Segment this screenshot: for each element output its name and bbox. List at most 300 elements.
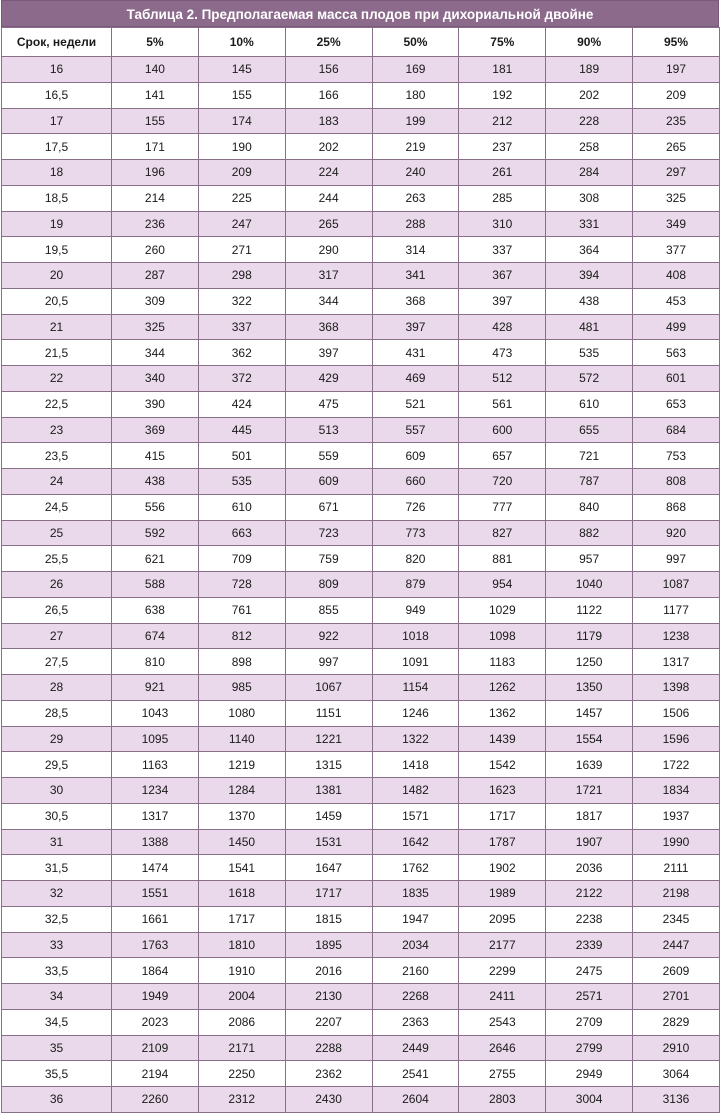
cell-weight: 2543 <box>459 1009 546 1035</box>
cell-weight: 1835 <box>372 881 459 907</box>
cell-weight: 2447 <box>633 932 720 958</box>
cell-weight: 337 <box>198 314 285 340</box>
table-row <box>2 443 720 469</box>
cell-weight: 3064 <box>633 1061 720 1087</box>
cell-week: 33 <box>2 932 112 958</box>
table-row <box>2 675 720 701</box>
cell-weight: 1029 <box>459 597 546 623</box>
cell-weight: 156 <box>285 57 372 83</box>
cell-weight: 535 <box>546 340 633 366</box>
cell-weight: 1937 <box>633 803 720 829</box>
cell-weight: 499 <box>633 314 720 340</box>
cell-weight: 535 <box>198 469 285 495</box>
cell-weight: 1895 <box>285 932 372 958</box>
cell-week: 16,5 <box>2 82 112 108</box>
cell-week: 23 <box>2 417 112 443</box>
cell-weight: 397 <box>372 314 459 340</box>
cell-weight: 2288 <box>285 1035 372 1061</box>
table-title: Таблица 2. Предполагаемая масса плодов при дихориальной двойне <box>1 0 719 27</box>
cell-weight: 1623 <box>459 778 546 804</box>
table-row <box>2 417 720 443</box>
cell-weight: 1541 <box>198 855 285 881</box>
cell-week: 27,5 <box>2 649 112 675</box>
cell-weight: 244 <box>285 185 372 211</box>
table-row <box>2 134 720 160</box>
cell-weight: 190 <box>198 134 285 160</box>
cell-weight: 1151 <box>285 700 372 726</box>
cell-weight: 1763 <box>112 932 199 958</box>
cell-weight: 209 <box>198 160 285 186</box>
cell-weight: 2238 <box>546 906 633 932</box>
cell-week: 21 <box>2 314 112 340</box>
cell-weight: 997 <box>633 546 720 572</box>
cell-week: 32,5 <box>2 906 112 932</box>
cell-weight: 237 <box>459 134 546 160</box>
cell-week: 31 <box>2 829 112 855</box>
cell-weight: 721 <box>546 443 633 469</box>
cell-weight: 557 <box>372 417 459 443</box>
cell-weight: 364 <box>546 237 633 263</box>
cell-weight: 1554 <box>546 726 633 752</box>
table-row <box>2 211 720 237</box>
header-percentile: 50% <box>372 28 459 57</box>
cell-weight: 1661 <box>112 906 199 932</box>
cell-weight: 408 <box>633 263 720 289</box>
cell-weight: 1388 <box>112 829 199 855</box>
cell-weight: 1639 <box>546 752 633 778</box>
cell-week: 19,5 <box>2 237 112 263</box>
table-row <box>2 1061 720 1087</box>
cell-weight: 1439 <box>459 726 546 752</box>
cell-weight: 660 <box>372 469 459 495</box>
cell-weight: 663 <box>198 520 285 546</box>
cell-weight: 610 <box>546 391 633 417</box>
cell-week: 23,5 <box>2 443 112 469</box>
cell-weight: 2036 <box>546 855 633 881</box>
cell-week: 34 <box>2 984 112 1010</box>
table-row <box>2 185 720 211</box>
header-percentile: 25% <box>285 28 372 57</box>
cell-weight: 469 <box>372 366 459 392</box>
cell-weight: 2604 <box>372 1087 459 1113</box>
cell-week: 35 <box>2 1035 112 1061</box>
cell-weight: 438 <box>546 288 633 314</box>
cell-week: 30 <box>2 778 112 804</box>
table-row <box>2 520 720 546</box>
cell-weight: 572 <box>546 366 633 392</box>
cell-weight: 609 <box>285 469 372 495</box>
cell-weight: 671 <box>285 494 372 520</box>
table-row <box>2 752 720 778</box>
table-row <box>2 288 720 314</box>
cell-weight: 337 <box>459 237 546 263</box>
table-row <box>2 160 720 186</box>
cell-week: 16 <box>2 57 112 83</box>
cell-weight: 314 <box>372 237 459 263</box>
cell-weight: 513 <box>285 417 372 443</box>
cell-weight: 653 <box>633 391 720 417</box>
cell-week: 17,5 <box>2 134 112 160</box>
table-row <box>2 469 720 495</box>
cell-week: 30,5 <box>2 803 112 829</box>
cell-weight: 298 <box>198 263 285 289</box>
cell-weight: 2111 <box>633 855 720 881</box>
cell-weight: 236 <box>112 211 199 237</box>
cell-week: 18,5 <box>2 185 112 211</box>
cell-weight: 224 <box>285 160 372 186</box>
cell-weight: 288 <box>372 211 459 237</box>
cell-weight: 810 <box>112 649 199 675</box>
cell-weight: 674 <box>112 623 199 649</box>
cell-weight: 809 <box>285 572 372 598</box>
cell-weight: 2339 <box>546 932 633 958</box>
cell-weight: 868 <box>633 494 720 520</box>
table-row <box>2 546 720 572</box>
cell-weight: 2829 <box>633 1009 720 1035</box>
cell-weight: 367 <box>459 263 546 289</box>
cell-weight: 1506 <box>633 700 720 726</box>
header-percentile: 75% <box>459 28 546 57</box>
cell-weight: 2449 <box>372 1035 459 1061</box>
cell-weight: 3136 <box>633 1087 720 1113</box>
cell-weight: 415 <box>112 443 199 469</box>
cell-weight: 2198 <box>633 881 720 907</box>
cell-weight: 1040 <box>546 572 633 598</box>
cell-weight: 438 <box>112 469 199 495</box>
cell-weight: 1834 <box>633 778 720 804</box>
cell-weight: 325 <box>633 185 720 211</box>
cell-weight: 1787 <box>459 829 546 855</box>
cell-weight: 1722 <box>633 752 720 778</box>
cell-weight: 199 <box>372 108 459 134</box>
table-header <box>2 28 720 57</box>
cell-weight: 1815 <box>285 906 372 932</box>
cell-weight: 2701 <box>633 984 720 1010</box>
cell-weight: 1087 <box>633 572 720 598</box>
cell-weight: 1238 <box>633 623 720 649</box>
fetal-weight-table <box>1 27 720 1113</box>
cell-weight: 2571 <box>546 984 633 1010</box>
table-row <box>2 726 720 752</box>
cell-weight: 155 <box>198 82 285 108</box>
cell-weight: 1140 <box>198 726 285 752</box>
table-row <box>2 700 720 726</box>
cell-weight: 1618 <box>198 881 285 907</box>
cell-weight: 209 <box>633 82 720 108</box>
cell-weight: 2160 <box>372 958 459 984</box>
cell-weight: 1571 <box>372 803 459 829</box>
cell-weight: 1179 <box>546 623 633 649</box>
cell-weight: 390 <box>112 391 199 417</box>
cell-weight: 2004 <box>198 984 285 1010</box>
cell-week: 25,5 <box>2 546 112 572</box>
cell-weight: 2299 <box>459 958 546 984</box>
cell-weight: 1762 <box>372 855 459 881</box>
table-row <box>2 958 720 984</box>
table-row <box>2 57 720 83</box>
cell-weight: 1596 <box>633 726 720 752</box>
cell-weight: 1907 <box>546 829 633 855</box>
cell-weight: 1810 <box>198 932 285 958</box>
cell-weight: 2250 <box>198 1061 285 1087</box>
cell-weight: 561 <box>459 391 546 417</box>
cell-week: 25 <box>2 520 112 546</box>
cell-weight: 881 <box>459 546 546 572</box>
cell-weight: 247 <box>198 211 285 237</box>
cell-weight: 1531 <box>285 829 372 855</box>
cell-weight: 521 <box>372 391 459 417</box>
cell-weight: 263 <box>372 185 459 211</box>
cell-weight: 2194 <box>112 1061 199 1087</box>
header-row <box>2 28 720 57</box>
cell-week: 35,5 <box>2 1061 112 1087</box>
cell-week: 20 <box>2 263 112 289</box>
cell-week: 31,5 <box>2 855 112 881</box>
cell-weight: 1067 <box>285 675 372 701</box>
table-body <box>2 57 720 1113</box>
cell-weight: 2122 <box>546 881 633 907</box>
cell-weight: 684 <box>633 417 720 443</box>
cell-week: 28 <box>2 675 112 701</box>
cell-weight: 235 <box>633 108 720 134</box>
table-row <box>2 572 720 598</box>
cell-weight: 2023 <box>112 1009 199 1035</box>
cell-weight: 2755 <box>459 1061 546 1087</box>
cell-weight: 362 <box>198 340 285 366</box>
cell-weight: 808 <box>633 469 720 495</box>
table-row <box>2 1009 720 1035</box>
cell-weight: 556 <box>112 494 199 520</box>
cell-weight: 1381 <box>285 778 372 804</box>
cell-weight: 155 <box>112 108 199 134</box>
cell-weight: 1482 <box>372 778 459 804</box>
cell-weight: 922 <box>285 623 372 649</box>
table-row <box>2 623 720 649</box>
cell-weight: 1990 <box>633 829 720 855</box>
cell-weight: 1902 <box>459 855 546 881</box>
cell-weight: 369 <box>112 417 199 443</box>
table-row <box>2 855 720 881</box>
cell-weight: 1350 <box>546 675 633 701</box>
cell-week: 27 <box>2 623 112 649</box>
cell-weight: 921 <box>112 675 199 701</box>
cell-weight: 2207 <box>285 1009 372 1035</box>
table-row <box>2 366 720 392</box>
cell-week: 29,5 <box>2 752 112 778</box>
cell-weight: 2034 <box>372 932 459 958</box>
cell-week: 24 <box>2 469 112 495</box>
cell-weight: 310 <box>459 211 546 237</box>
cell-weight: 260 <box>112 237 199 263</box>
cell-weight: 322 <box>198 288 285 314</box>
cell-week: 26 <box>2 572 112 598</box>
cell-week: 22 <box>2 366 112 392</box>
cell-weight: 368 <box>372 288 459 314</box>
cell-weight: 949 <box>372 597 459 623</box>
cell-weight: 657 <box>459 443 546 469</box>
cell-weight: 192 <box>459 82 546 108</box>
cell-weight: 723 <box>285 520 372 546</box>
table-row <box>2 984 720 1010</box>
cell-weight: 512 <box>459 366 546 392</box>
cell-week: 17 <box>2 108 112 134</box>
cell-weight: 2411 <box>459 984 546 1010</box>
cell-weight: 1864 <box>112 958 199 984</box>
cell-weight: 954 <box>459 572 546 598</box>
cell-week: 28,5 <box>2 700 112 726</box>
cell-weight: 290 <box>285 237 372 263</box>
cell-weight: 1551 <box>112 881 199 907</box>
cell-weight: 1642 <box>372 829 459 855</box>
cell-weight: 2910 <box>633 1035 720 1061</box>
cell-weight: 1362 <box>459 700 546 726</box>
cell-weight: 453 <box>633 288 720 314</box>
cell-weight: 882 <box>546 520 633 546</box>
cell-weight: 284 <box>546 160 633 186</box>
cell-weight: 265 <box>285 211 372 237</box>
cell-weight: 344 <box>112 340 199 366</box>
cell-weight: 501 <box>198 443 285 469</box>
cell-weight: 1542 <box>459 752 546 778</box>
cell-weight: 1219 <box>198 752 285 778</box>
cell-weight: 475 <box>285 391 372 417</box>
cell-weight: 349 <box>633 211 720 237</box>
cell-weight: 1080 <box>198 700 285 726</box>
cell-weight: 428 <box>459 314 546 340</box>
cell-weight: 183 <box>285 108 372 134</box>
cell-weight: 228 <box>546 108 633 134</box>
cell-weight: 341 <box>372 263 459 289</box>
cell-weight: 1095 <box>112 726 199 752</box>
cell-weight: 340 <box>112 366 199 392</box>
cell-weight: 898 <box>198 649 285 675</box>
cell-weight: 2260 <box>112 1087 199 1113</box>
cell-weight: 601 <box>633 366 720 392</box>
cell-weight: 2109 <box>112 1035 199 1061</box>
cell-weight: 166 <box>285 82 372 108</box>
cell-weight: 2475 <box>546 958 633 984</box>
cell-weight: 2312 <box>198 1087 285 1113</box>
cell-weight: 2345 <box>633 906 720 932</box>
cell-weight: 202 <box>285 134 372 160</box>
cell-week: 18 <box>2 160 112 186</box>
cell-weight: 261 <box>459 160 546 186</box>
table-row <box>2 108 720 134</box>
cell-weight: 2541 <box>372 1061 459 1087</box>
cell-weight: 1398 <box>633 675 720 701</box>
cell-weight: 214 <box>112 185 199 211</box>
cell-weight: 2430 <box>285 1087 372 1113</box>
cell-weight: 1154 <box>372 675 459 701</box>
cell-weight: 761 <box>198 597 285 623</box>
cell-weight: 1234 <box>112 778 199 804</box>
table-row <box>2 237 720 263</box>
cell-weight: 197 <box>633 57 720 83</box>
cell-weight: 180 <box>372 82 459 108</box>
cell-weight: 309 <box>112 288 199 314</box>
cell-weight: 271 <box>198 237 285 263</box>
cell-weight: 1450 <box>198 829 285 855</box>
cell-weight: 2646 <box>459 1035 546 1061</box>
cell-weight: 609 <box>372 443 459 469</box>
cell-weight: 473 <box>459 340 546 366</box>
cell-weight: 773 <box>372 520 459 546</box>
cell-weight: 196 <box>112 160 199 186</box>
cell-weight: 171 <box>112 134 199 160</box>
cell-week: 26,5 <box>2 597 112 623</box>
cell-week: 32 <box>2 881 112 907</box>
cell-weight: 1246 <box>372 700 459 726</box>
cell-weight: 726 <box>372 494 459 520</box>
cell-weight: 985 <box>198 675 285 701</box>
table-row <box>2 597 720 623</box>
cell-weight: 297 <box>633 160 720 186</box>
cell-weight: 812 <box>198 623 285 649</box>
cell-weight: 610 <box>198 494 285 520</box>
cell-weight: 2095 <box>459 906 546 932</box>
table-row <box>2 391 720 417</box>
cell-weight: 219 <box>372 134 459 160</box>
table-row <box>2 881 720 907</box>
cell-weight: 777 <box>459 494 546 520</box>
cell-weight: 1091 <box>372 649 459 675</box>
cell-weight: 3004 <box>546 1087 633 1113</box>
cell-weight: 1317 <box>633 649 720 675</box>
cell-weight: 2362 <box>285 1061 372 1087</box>
cell-weight: 997 <box>285 649 372 675</box>
cell-weight: 189 <box>546 57 633 83</box>
cell-weight: 1989 <box>459 881 546 907</box>
cell-weight: 344 <box>285 288 372 314</box>
cell-weight: 1647 <box>285 855 372 881</box>
table-row <box>2 649 720 675</box>
cell-weight: 372 <box>198 366 285 392</box>
cell-week: 33,5 <box>2 958 112 984</box>
cell-weight: 397 <box>459 288 546 314</box>
cell-weight: 258 <box>546 134 633 160</box>
cell-weight: 431 <box>372 340 459 366</box>
cell-week: 29 <box>2 726 112 752</box>
cell-weight: 1250 <box>546 649 633 675</box>
cell-weight: 2709 <box>546 1009 633 1035</box>
cell-weight: 424 <box>198 391 285 417</box>
cell-weight: 265 <box>633 134 720 160</box>
cell-weight: 1163 <box>112 752 199 778</box>
cell-weight: 368 <box>285 314 372 340</box>
cell-weight: 145 <box>198 57 285 83</box>
cell-weight: 377 <box>633 237 720 263</box>
cell-weight: 1317 <box>112 803 199 829</box>
cell-weight: 1043 <box>112 700 199 726</box>
cell-weight: 308 <box>546 185 633 211</box>
cell-week: 22,5 <box>2 391 112 417</box>
cell-weight: 638 <box>112 597 199 623</box>
header-percentile: 5% <box>112 28 199 57</box>
cell-weight: 317 <box>285 263 372 289</box>
table-row <box>2 906 720 932</box>
cell-weight: 331 <box>546 211 633 237</box>
cell-weight: 2016 <box>285 958 372 984</box>
cell-weight: 787 <box>546 469 633 495</box>
table-row <box>2 778 720 804</box>
header-gestational-age: Срок, недели <box>2 28 112 57</box>
cell-weight: 1284 <box>198 778 285 804</box>
cell-weight: 394 <box>546 263 633 289</box>
table-row <box>2 803 720 829</box>
cell-weight: 1457 <box>546 700 633 726</box>
cell-weight: 212 <box>459 108 546 134</box>
cell-weight: 563 <box>633 340 720 366</box>
